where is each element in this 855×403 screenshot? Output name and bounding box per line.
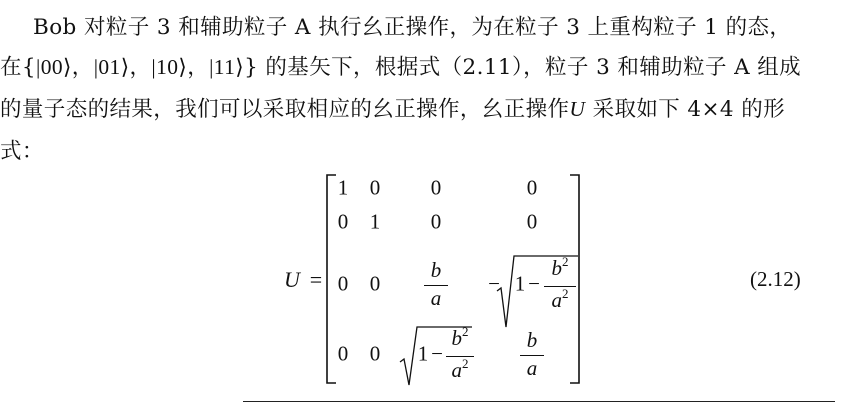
equation-lhs-u: U [284, 267, 300, 292]
left-bracket [327, 175, 336, 383]
bottom-rule [243, 401, 835, 402]
ket-10: |10⟩ [151, 55, 188, 79]
line-2-suffix: } 的基矢下，根据式（2.11），粒子 3 和辅助粒子 A 组成 [244, 55, 802, 80]
m24: 0 [526, 209, 538, 234]
m14: 0 [526, 175, 538, 200]
m33-denominator: a [430, 286, 442, 310]
m22: 1 [369, 209, 381, 234]
line-4-text: 式： [0, 139, 44, 164]
m33-fraction [424, 258, 448, 314]
m33-numerator: b [430, 258, 442, 282]
m11: 1 [337, 175, 349, 200]
line-1-text: Bob 对粒子 3 和辅助粒子 A 执行幺正操作，为在粒子 3 上重构粒子 1 的态， [33, 15, 792, 40]
m12: 0 [369, 175, 381, 200]
m31: 0 [337, 271, 349, 296]
m32: 0 [369, 271, 381, 296]
m42: 0 [369, 341, 381, 366]
m44-fraction [520, 328, 544, 384]
m34-minus: − [488, 271, 500, 296]
m43-denominator: $a^2$ [451, 356, 469, 382]
m43-one: 1 [417, 341, 429, 366]
m13: 0 [430, 175, 442, 200]
m41: 0 [337, 341, 349, 366]
ket-11: |11⟩ [209, 55, 245, 79]
ket-separator: ， [187, 55, 210, 80]
ket-separator: ， [71, 55, 94, 80]
m34-fraction-bar [544, 286, 576, 287]
ket-01: |01⟩ [93, 55, 130, 79]
line-2-prefix: 在{ [0, 55, 36, 80]
m23: 0 [430, 209, 442, 234]
m44-numerator: b [526, 328, 538, 352]
ket-separator: ， [129, 55, 152, 80]
m34-fraction [544, 256, 576, 318]
m34-denominator: $a^2$ [551, 286, 569, 312]
line-3-text-a: 的量子态的结果，我们可以采取相应的幺正操作，幺正操作 [0, 97, 570, 122]
line-3-text-b: 采取如下 4×4 的形 [585, 97, 786, 122]
m34-one: 1 [514, 271, 526, 296]
m34-minus-inner: − [528, 271, 540, 296]
m43-fraction [446, 326, 474, 388]
operator-u: U [569, 97, 586, 121]
ket-00: |00⟩ [35, 55, 72, 79]
m21: 0 [337, 209, 349, 234]
m34-numerator: $b^2$ [551, 254, 569, 280]
m43-numerator: $b^2$ [451, 324, 469, 350]
m43-minus: − [431, 341, 443, 366]
equation-equals: = [309, 267, 323, 292]
m43-fraction-bar [446, 356, 474, 357]
equation-number: (2.12) [750, 267, 801, 291]
m44-denominator: a [526, 356, 538, 380]
